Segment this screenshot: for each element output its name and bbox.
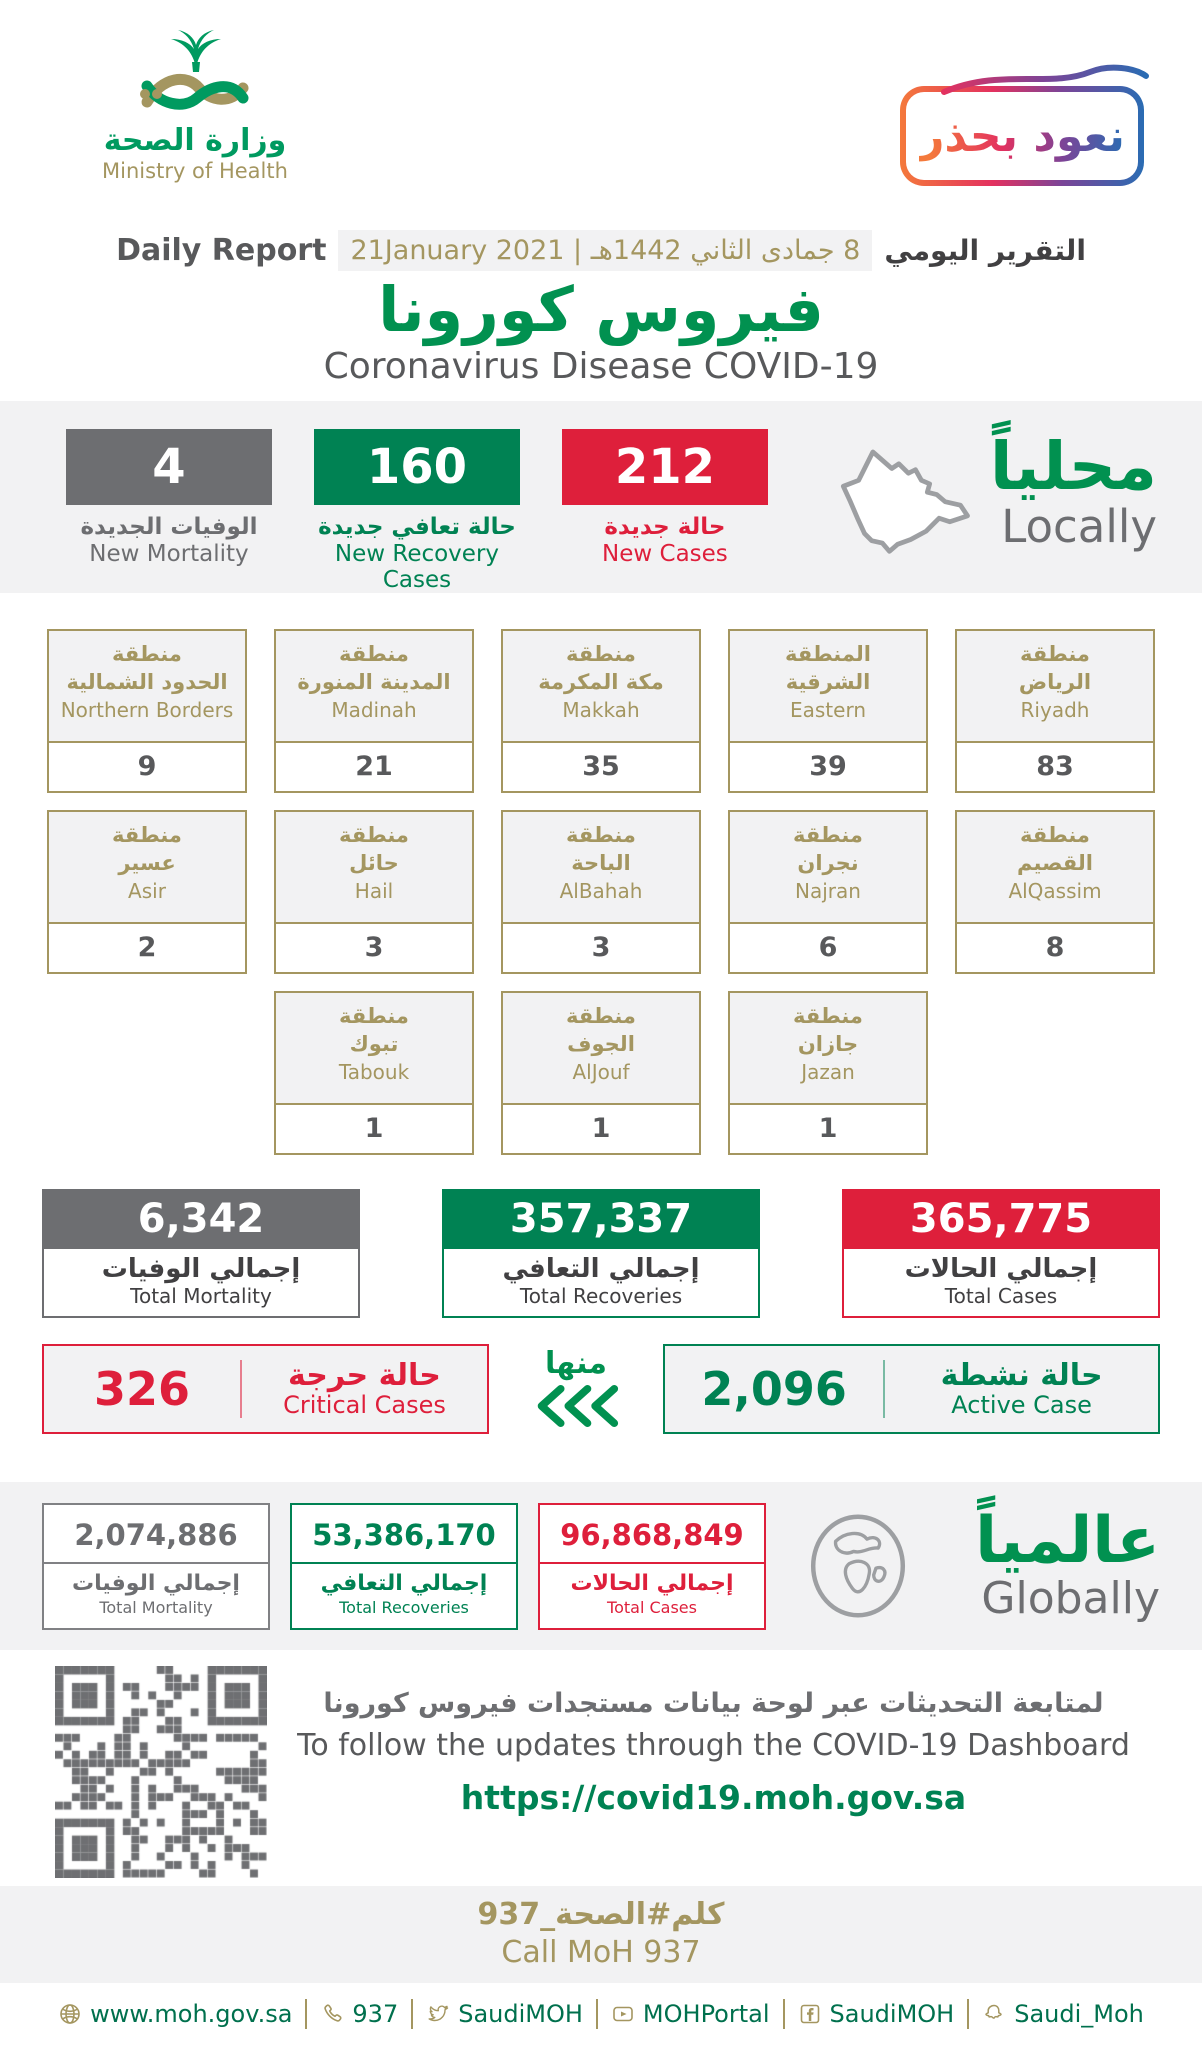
saudi-arabia-map-icon	[822, 433, 990, 575]
region-head	[730, 812, 926, 924]
twitter-icon	[426, 2002, 450, 2026]
page-title-arabic: فيروس كورونا	[378, 273, 824, 346]
new-recovery-value: 160	[314, 429, 520, 505]
region-ar1: منطقة	[566, 823, 636, 848]
region-ar1: منطقة	[1020, 642, 1090, 667]
report-date: 8 جمادى الثاني 1442هـ | 21January 2021	[338, 230, 872, 271]
global-cases-label-en: Total Cases	[607, 1597, 697, 1617]
region-head	[49, 631, 245, 743]
region-ar2: المدينة المنورة	[297, 670, 451, 695]
region-ar1: منطقة	[339, 823, 409, 848]
total-recoveries-label-ar: إجمالي التعافي	[502, 1254, 700, 1285]
region-en: Northern Borders	[60, 697, 234, 722]
footer-link-label: www.moh.gov.sa	[90, 2000, 293, 2029]
badge-inner	[906, 92, 1138, 180]
region-box-aljouf	[501, 991, 701, 1155]
region-box-tabouk	[274, 991, 474, 1155]
dashboard-text	[267, 1688, 1160, 1817]
region-ar1: منطقة	[1020, 823, 1090, 848]
global-cases-box	[538, 1503, 766, 1630]
locally-label-ar: محلياً	[989, 428, 1158, 506]
region-ar2: مكة المكرمة	[538, 670, 664, 695]
new-cases-label-en: New Cases	[602, 540, 728, 567]
critical-cases-value: 326	[93, 1362, 191, 1417]
region-ar2: الباحة	[571, 851, 631, 876]
locally-section	[0, 401, 1202, 593]
critical-active-row	[0, 1344, 1202, 1434]
region-ar2: عسير	[118, 851, 176, 876]
region-value: 9	[137, 751, 157, 783]
totals-row	[0, 1189, 1202, 1318]
region-head	[49, 812, 245, 924]
moh-logo	[80, 28, 310, 183]
new-mortality-label-en: New Mortality	[89, 540, 249, 567]
region-head	[276, 812, 472, 924]
region-ar2: القصيم	[1017, 851, 1093, 876]
critical-cases-box	[42, 1344, 489, 1434]
region-head	[276, 993, 472, 1105]
region-value: 1	[591, 1113, 611, 1145]
region-en: Tabouk	[338, 1059, 410, 1084]
dashboard-line-ar: لمتابعة التحديثات عبر لوحة بيانات مستجدات فيروس كورونا	[323, 1688, 1104, 1720]
region-value: 35	[582, 751, 620, 783]
new-recovery-label-en: New Recovery Cases	[334, 540, 500, 593]
region-en: AlQassim	[1008, 878, 1102, 903]
daily-report-ar: التقرير اليومي	[884, 233, 1086, 267]
region-ar2: حائل	[349, 851, 399, 876]
total-cases-label-ar: إجمالي الحالات	[904, 1254, 1098, 1285]
divider	[783, 1999, 785, 2029]
region-box-albahah	[501, 810, 701, 974]
footer-link-phone[interactable]	[320, 2000, 398, 2028]
region-value: 1	[364, 1113, 384, 1145]
dashboard-url-link[interactable]: https://covid19.moh.gov.sa	[460, 1778, 967, 1818]
call-moh-ar: كلم#الصحة_937	[477, 1897, 725, 1933]
global-cases-value: 96,868,849	[560, 1517, 744, 1552]
active-cases-box	[663, 1344, 1160, 1434]
total-mortality-box	[42, 1189, 360, 1318]
total-mortality-label-ar: إجمالي الوفيات	[101, 1254, 301, 1285]
region-value: 83	[1036, 751, 1074, 783]
active-cases-label-en: Active Case	[951, 1390, 1092, 1419]
region-en: Hail	[354, 878, 394, 903]
global-mortality-box	[42, 1503, 270, 1630]
total-cases-box	[842, 1189, 1160, 1318]
region-value: 8	[1045, 932, 1065, 964]
active-cases-label-ar: حالة نشطة	[940, 1357, 1103, 1393]
region-box-eastern	[728, 629, 928, 793]
footer-link-label: Saudi_Moh	[1014, 2000, 1144, 2029]
region-row-3	[0, 991, 1202, 1155]
footer-link-snapchat[interactable]	[982, 2000, 1144, 2028]
region-head	[957, 631, 1153, 743]
total-recoveries-value: 357,337	[442, 1189, 760, 1249]
critical-cases-label-ar: حالة حرجة	[288, 1357, 441, 1393]
globe-icon	[802, 1506, 914, 1626]
region-box-asir	[47, 810, 247, 974]
active-cases-value: 2,096	[701, 1362, 847, 1417]
qr-code	[55, 1666, 267, 1878]
logo-arabic-name: وزارة الصحة	[103, 123, 287, 158]
region-value: 21	[355, 751, 393, 783]
region-ar2: جازان	[797, 1032, 859, 1057]
total-mortality-value: 6,342	[42, 1189, 360, 1249]
region-head	[503, 631, 699, 743]
region-en: Madinah	[331, 697, 417, 722]
new-mortality-value: 4	[66, 429, 272, 505]
region-value: 6	[818, 932, 838, 964]
region-ar1: منطقة	[112, 823, 182, 848]
snapchat-icon	[982, 2002, 1006, 2026]
region-en: Asir	[128, 878, 166, 903]
global-recoveries-label-ar: إجمالي التعافي	[320, 1570, 488, 1596]
footer-links	[0, 1999, 1202, 2029]
new-cases-label-ar: حالة جديدة	[604, 514, 726, 541]
region-ar2: الحدود الشمالية	[66, 670, 228, 695]
total-cases-value: 365,775	[842, 1189, 1160, 1249]
region-ar1: منطقة	[793, 1004, 863, 1029]
footer-link-facebook[interactable]	[798, 2000, 955, 2028]
region-ar1: منطقة	[793, 823, 863, 848]
globally-section	[0, 1482, 1202, 1650]
page-title-english: Coronavirus Disease COVID-19	[323, 346, 879, 388]
region-ar1: منطقة	[339, 1004, 409, 1029]
chevrons-left-icon	[532, 1383, 620, 1429]
region-ar2: الرياض	[1018, 670, 1092, 695]
phone-icon	[320, 2002, 344, 2026]
divider	[305, 1999, 307, 2029]
locally-label-en: Locally	[1001, 499, 1158, 553]
global-mortality-label-en: Total Mortality	[99, 1597, 213, 1617]
region-box-najran	[728, 810, 928, 974]
divider	[596, 1999, 598, 2029]
region-box-madinah	[274, 629, 474, 793]
globe-icon	[58, 2002, 82, 2026]
new-mortality-label-ar: الوفيات الجديدة	[80, 514, 258, 541]
footer-link-label: 937	[352, 2000, 399, 2029]
region-box-northern-borders	[47, 629, 247, 793]
region-ar2: تبوك	[349, 1032, 399, 1057]
facebook-icon	[798, 2002, 822, 2026]
critical-cases-label-en: Critical Cases	[283, 1390, 446, 1419]
of-which-label: منها	[545, 1345, 607, 1381]
of-which-indicator	[489, 1346, 663, 1433]
region-ar1: منطقة	[566, 1004, 636, 1029]
new-cases-value: 212	[562, 429, 768, 505]
call-moh-band	[0, 1886, 1202, 1983]
region-box-hail	[274, 810, 474, 974]
region-box-makkah	[501, 629, 701, 793]
region-value: 3	[364, 932, 384, 964]
footer-link-youtube[interactable]	[611, 2000, 770, 2028]
footer-link-label: SaudiMOH	[458, 2000, 583, 2029]
global-mortality-label-ar: إجمالي الوفيات	[72, 1570, 240, 1596]
region-head	[957, 812, 1153, 924]
region-en: Makkah	[562, 697, 640, 722]
region-ar1: المنطقة	[784, 642, 872, 667]
logo-english-name: Ministry of Health	[102, 159, 288, 183]
new-recovery-stat	[314, 429, 520, 593]
total-recoveries-labels	[442, 1249, 760, 1318]
region-ar1: منطقة	[112, 642, 182, 667]
total-recoveries-box	[442, 1189, 760, 1318]
dashboard-section	[0, 1666, 1202, 1878]
region-head	[276, 631, 472, 743]
footer-link-label: MOHPortal	[642, 2000, 770, 2029]
youtube-icon	[611, 2002, 635, 2026]
date-row	[0, 227, 1202, 273]
critical-cases-labels	[242, 1359, 487, 1420]
region-box-jazan	[728, 991, 928, 1155]
divider	[411, 1999, 413, 2029]
region-ar1: منطقة	[339, 642, 409, 667]
region-value: 39	[809, 751, 847, 783]
dashboard-line-en: To follow the updates through the COVID-19 Dashboard	[297, 1728, 1130, 1764]
active-cases-labels	[885, 1359, 1158, 1420]
total-cases-label-en: Total Cases	[944, 1284, 1058, 1309]
total-mortality-label-en: Total Mortality	[130, 1284, 272, 1309]
region-head	[503, 993, 699, 1105]
total-cases-labels	[842, 1249, 1160, 1318]
footer-link-twitter[interactable]	[426, 2000, 583, 2028]
footer-link-label: SaudiMOH	[829, 2000, 955, 2029]
region-en: Najran	[795, 878, 861, 903]
global-recoveries-value: 53,386,170	[312, 1517, 496, 1552]
moh-logo-icon	[115, 28, 275, 124]
divider	[967, 1999, 969, 2029]
globally-label-en: Globally	[981, 1573, 1160, 1625]
region-row-1	[0, 629, 1202, 793]
region-ar1: منطقة	[566, 642, 636, 667]
region-en: Eastern	[789, 697, 866, 722]
badge-label: نعود بحذر	[919, 110, 1125, 162]
return-with-caution-badge	[900, 86, 1144, 186]
region-box-alqassim	[955, 810, 1155, 974]
region-ar2: الشرقية	[785, 670, 871, 695]
total-recoveries-label-en: Total Recoveries	[519, 1284, 683, 1309]
region-value: 1	[818, 1113, 838, 1145]
region-value: 3	[591, 932, 611, 964]
call-moh-en: Call MoH 937	[501, 1935, 701, 1971]
header	[0, 0, 1202, 205]
region-head	[730, 631, 926, 743]
new-cases-stat	[562, 429, 768, 567]
new-recovery-label-ar: حالة تعافي جديدة	[318, 514, 516, 541]
footer-link-website[interactable]	[58, 2000, 292, 2028]
badge-swoosh	[940, 62, 1150, 96]
daily-report-en: Daily Report	[116, 232, 327, 268]
region-row-2	[0, 810, 1202, 974]
region-head	[503, 812, 699, 924]
region-ar2: نجران	[797, 851, 859, 876]
total-mortality-labels	[42, 1249, 360, 1318]
region-ar2: الجوف	[567, 1032, 635, 1057]
region-en: Riyadh	[1020, 697, 1090, 722]
new-mortality-stat	[66, 429, 272, 567]
region-head	[730, 993, 926, 1105]
global-mortality-value: 2,074,886	[74, 1517, 238, 1552]
locally-label	[990, 429, 1157, 553]
region-en: Jazan	[801, 1059, 855, 1084]
global-recoveries-label-en: Total Recoveries	[339, 1597, 469, 1617]
globally-label	[975, 1504, 1160, 1625]
global-recoveries-box	[290, 1503, 518, 1630]
region-en: AlBahah	[559, 878, 643, 903]
region-value: 2	[137, 932, 157, 964]
globally-label-ar: عالمياً	[975, 1504, 1160, 1578]
region-box-riyadh	[955, 629, 1155, 793]
global-cases-label-ar: إجمالي الحالات	[570, 1570, 734, 1596]
region-en: AlJouf	[572, 1059, 630, 1084]
